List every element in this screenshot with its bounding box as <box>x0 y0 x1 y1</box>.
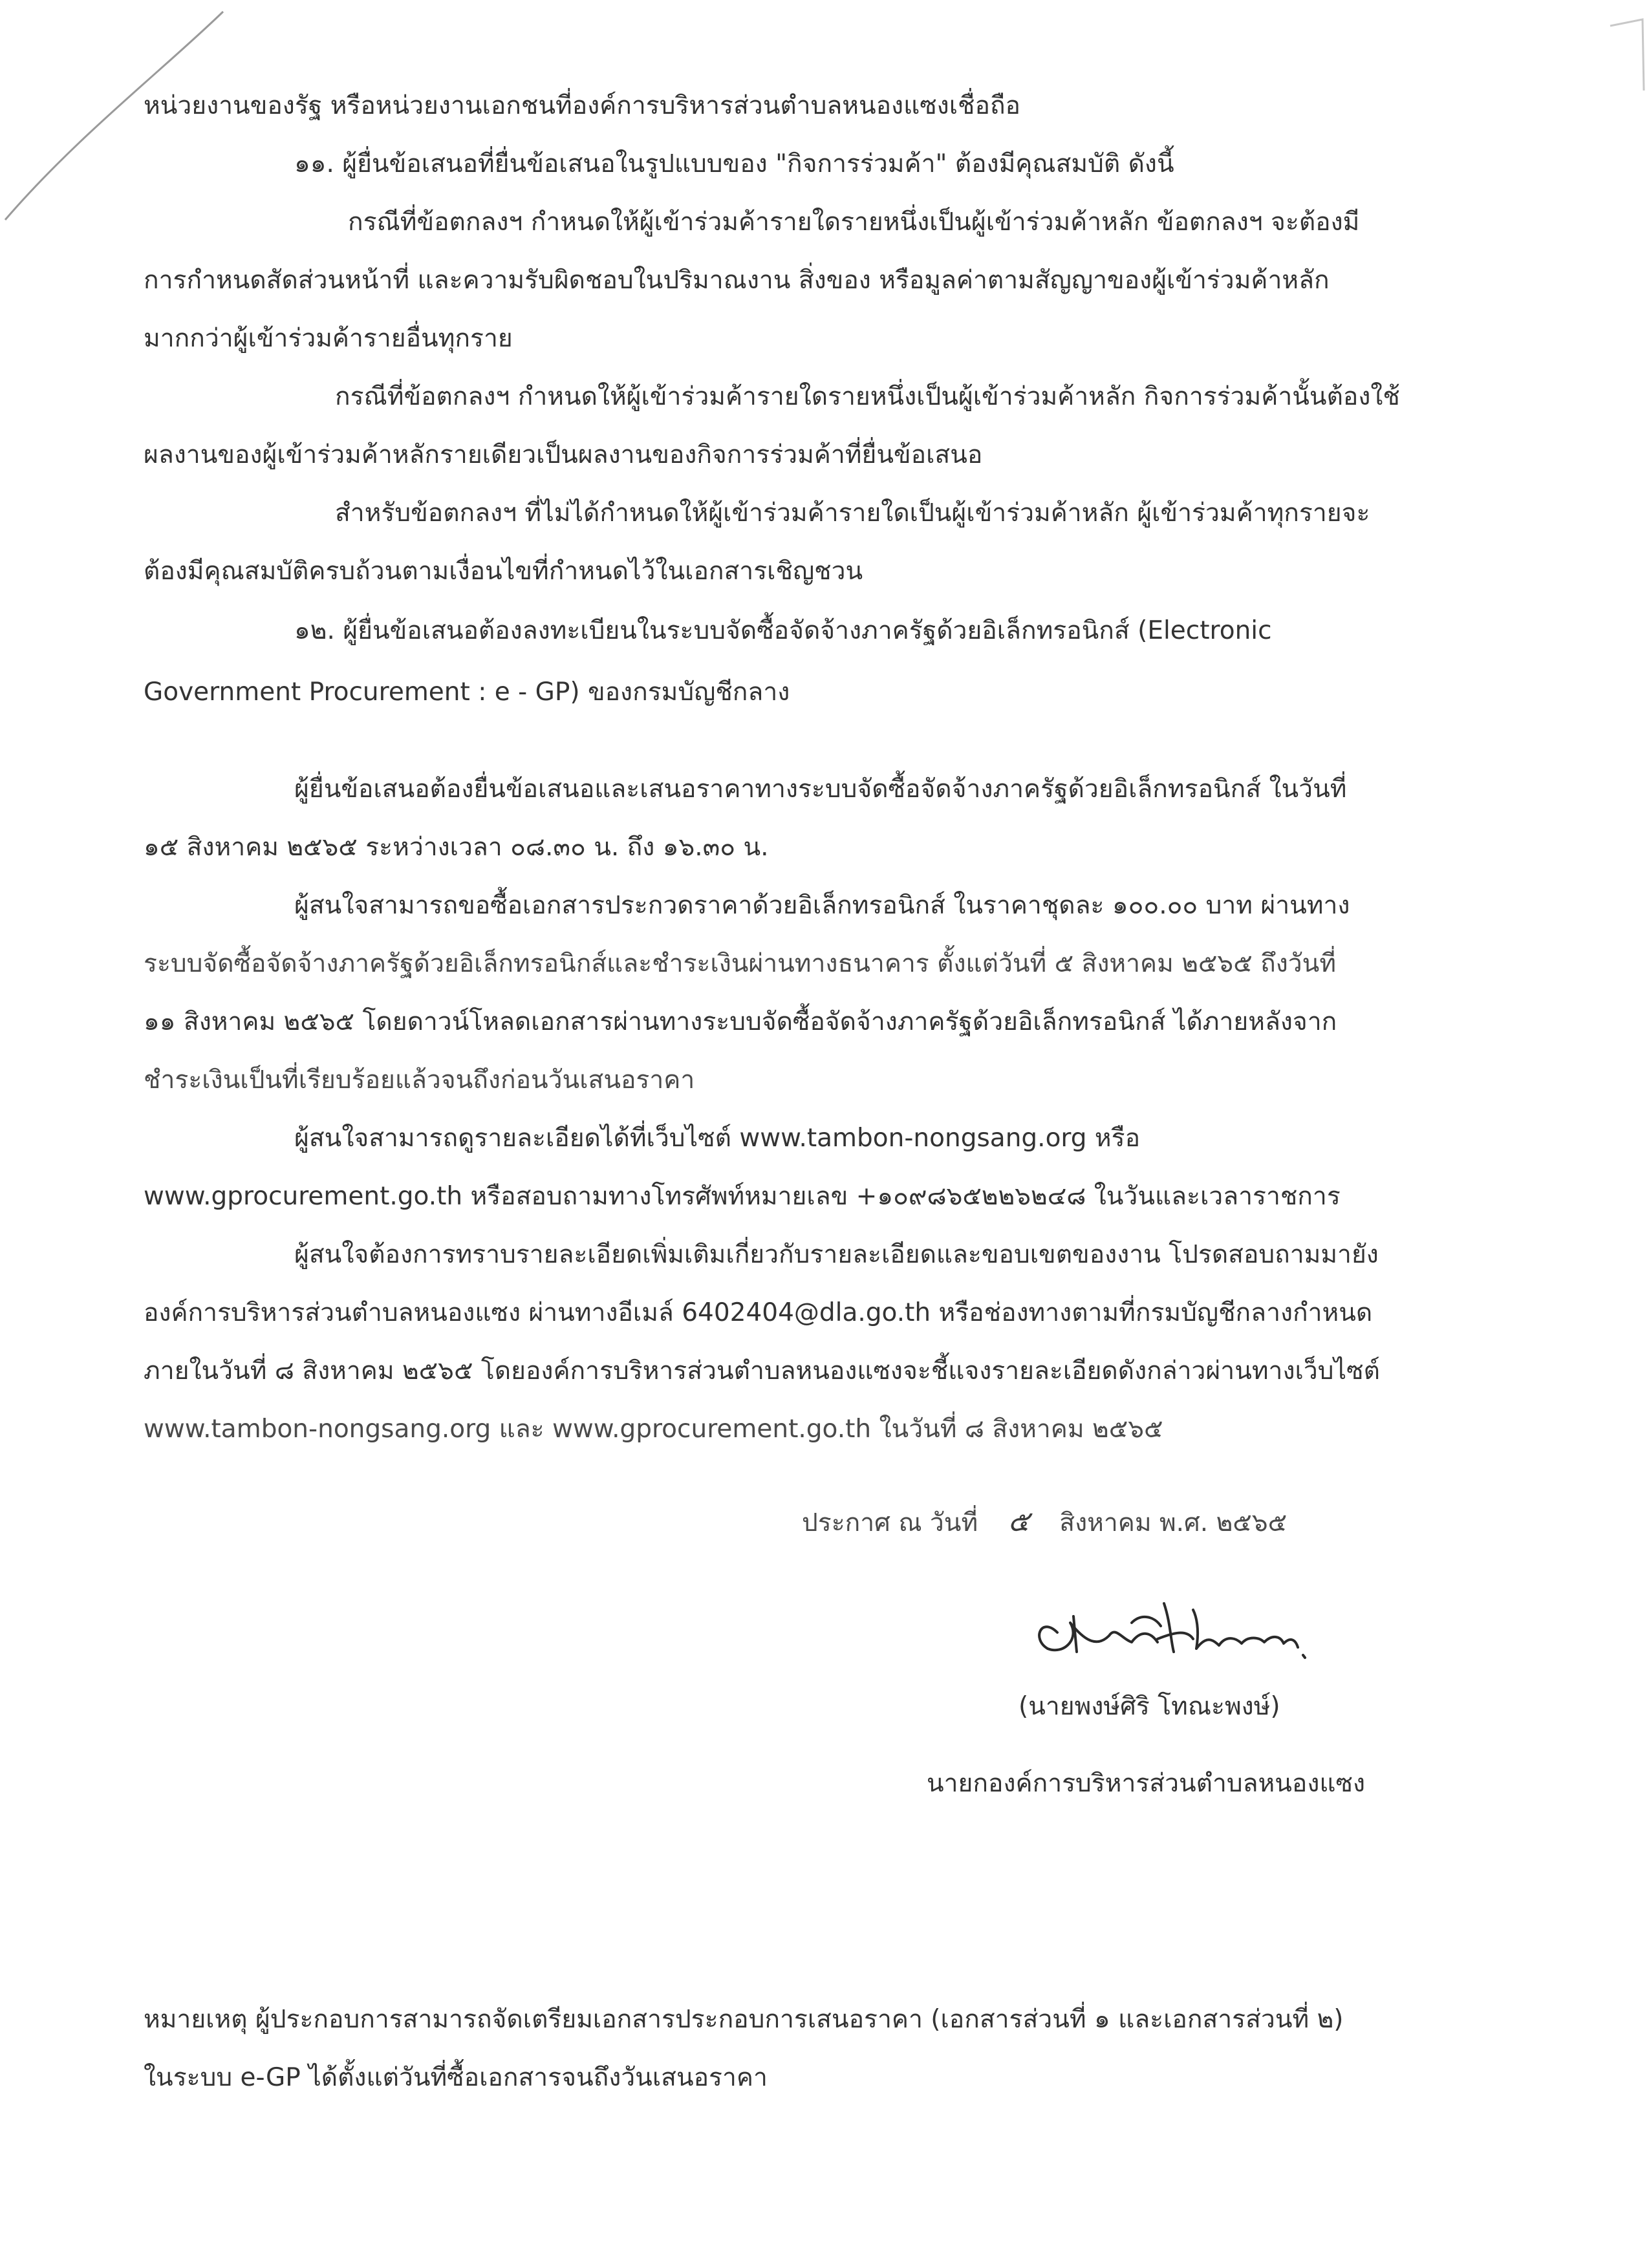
note-line-1: หมายเหตุ ผู้ประกอบการสามารถจัดเตรียมเอกสารประกอบการเสนอราคา (เอกสารส่วนที่ ๑ และเอกสารส่วนที่ ๒) <box>144 2005 1344 2034</box>
text-line: ชำระเงินเป็นที่เรียบร้อยแล้วจนถึงก่อนวันเสนอราคา <box>144 1065 695 1095</box>
text-line: ผู้ยื่นข้อเสนอต้องยื่นข้อเสนอและเสนอราคาทางระบบจัดซื้อจัดจ้างภาครัฐด้วยอิเล็กทรอนิกส์ ในวันที่ <box>294 775 1347 804</box>
text-line: ผู้สนใจสามารถขอซื้อเอกสารประกวดราคาด้วยอิเล็กทรอนิกส์ ในราคาชุดละ ๑๐๐.๐๐ บาท ผ่านทาง <box>294 891 1350 920</box>
text-line: ๑๕ สิงหาคม ๒๕๖๕ ระหว่างเวลา ๐๘.๓๐ น. ถึง ๑๖.๓๐ น. <box>144 833 769 862</box>
announcement-month-year: สิงหาคม พ.ศ. ๒๕๖๕ <box>1059 1508 1288 1537</box>
announcement-date <box>802 1505 1287 1540</box>
text-line: ต้องมีคุณสมบัติครบถ้วนตามเงื่อนไขที่กำหนดไว้ในเอกสารเชิญชวน <box>144 557 863 586</box>
signature <box>1018 1578 1342 1681</box>
text-line: www.tambon-nongsang.org และ www.gprocurement.go.th ในวันที่ ๘ สิงหาคม ๒๕๖๕ <box>144 1415 1163 1444</box>
text-line: สำหรับข้อตกลงฯ ที่ไม่ได้กำหนดให้ผู้เข้าร่วมค้ารายใดเป็นผู้เข้าร่วมค้าหลัก ผู้เข้าร่วมค้าทุกรายจะ <box>335 498 1370 528</box>
note-line-2: ในระบบ e-GP ได้ตั้งแต่วันที่ซื้อเอกสารจนถึงวันเสนอราคา <box>144 2063 768 2092</box>
text-line: ระบบจัดซื้อจัดจ้างภาครัฐด้วยอิเล็กทรอนิกส์และชำระเงินผ่านทางธนาคาร ตั้งแต่วันที่ ๕ สิงหาคม ๒๕๖๕ ถึงวันที่ <box>144 949 1337 978</box>
announcement-prefix: ประกาศ ณ วันที่ <box>802 1508 978 1537</box>
text-line: หน่วยงานของรัฐ หรือหน่วยงานเอกชนที่องค์การบริหารส่วนตำบลหนองแซงเชื่อถือ <box>144 91 1020 120</box>
section-12-heading: ๑๒. ผู้ยื่นข้อเสนอต้องลงทะเบียนในระบบจัดซื้อจัดจ้างภาครัฐด้วยอิเล็กทรอนิกส์ (Electronic <box>294 616 1272 645</box>
text-line: Government Procurement : e - GP) ของกรมบัญชีกลาง <box>144 678 790 707</box>
text-line: ภายในวันที่ ๘ สิงหาคม ๒๕๖๕ โดยองค์การบริหารส่วนตำบลหนองแซงจะชี้แจงรายละเอียดดังกล่าวผ่านทางเว็บไซต์ <box>144 1356 1380 1385</box>
text-line: ๑๑ สิงหาคม ๒๕๖๕ โดยดาวน์โหลดเอกสารผ่านทางระบบจัดซื้อจัดจ้างภาครัฐด้วยอิเล็กทรอนิกส์ ได้ภายหลังจาก <box>144 1007 1337 1036</box>
announcement-day: ๕ <box>1008 1505 1029 1538</box>
text-line: องค์การบริหารส่วนตำบลหนองแซง ผ่านทางอีเมล์ 6402404@dla.go.th หรือช่องทางตามที่กรมบัญชีกลางกำหนด <box>144 1298 1373 1327</box>
text-line: มากกว่าผู้เข้าร่วมค้ารายอื่นทุกราย <box>144 324 513 353</box>
text-line: กรณีที่ข้อตกลงฯ กำหนดให้ผู้เข้าร่วมค้ารายใดรายหนึ่งเป็นผู้เข้าร่วมค้าหลัก ข้อตกลงฯ จะต้องมี <box>348 208 1360 237</box>
signatory-name: (นายพงษ์ศิริ โทณะพงษ์) <box>1018 1692 1280 1721</box>
text-line: www.gprocurement.go.th หรือสอบถามทางโทรศัพท์หมายเลข +๑๐๙๘๖๕๒๒๖๒๔๘ ในวันและเวลาราชการ <box>144 1182 1341 1211</box>
text-line: ผลงานของผู้เข้าร่วมค้าหลักรายเดียวเป็นผลงานของกิจการร่วมค้าที่ยื่นข้อเสนอ <box>144 440 983 469</box>
text-line: ผู้สนใจสามารถดูรายละเอียดได้ที่เว็บไซต์ www.tambon-nongsang.org หรือ <box>294 1124 1141 1153</box>
text-line: กรณีที่ข้อตกลงฯ กำหนดให้ผู้เข้าร่วมค้ารายใดรายหนึ่งเป็นผู้เข้าร่วมค้าหลัก กิจการร่วมค้านั้นต้องใช้ <box>335 382 1400 411</box>
scan-edge-mark <box>1604 0 1649 103</box>
text-line: การกำหนดสัดส่วนหน้าที่ และความรับผิดชอบในปริมาณงาน สิ่งของ หรือมูลค่าตามสัญญาของผู้เข้าร่วมค้าหลัก <box>144 266 1330 295</box>
section-11-heading: ๑๑. ผู้ยื่นข้อเสนอที่ยื่นข้อเสนอในรูปแบบของ "กิจการร่วมค้า" ต้องมีคุณสมบัติ ดังนี้ <box>294 149 1174 178</box>
text-line: ผู้สนใจต้องการทราบรายละเอียดเพิ่มเติมเกี่ยวกับรายละเอียดและขอบเขตของงาน โปรดสอบถามมายัง <box>294 1240 1379 1269</box>
signatory-position: นายกองค์การบริหารส่วนตำบลหนองแซง <box>927 1769 1366 1798</box>
